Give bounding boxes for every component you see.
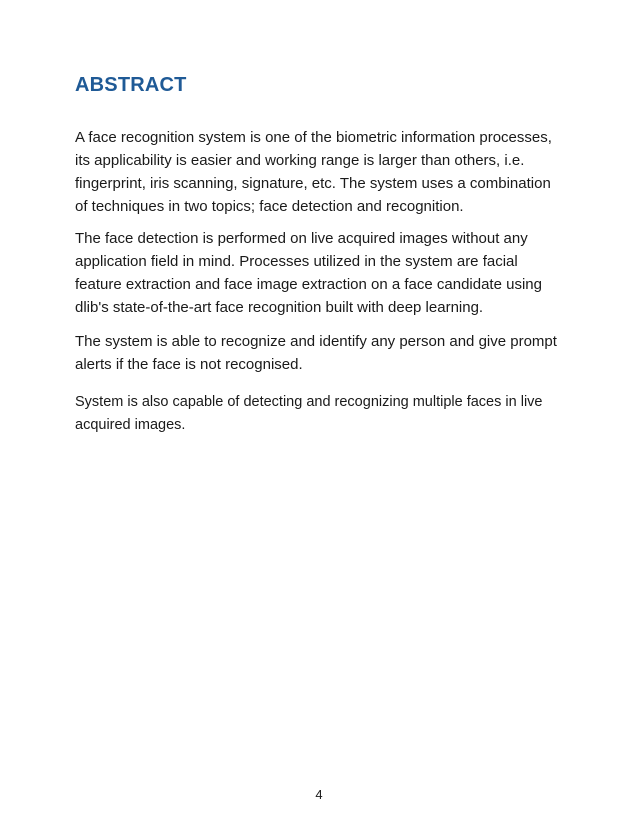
page-number: 4 (315, 787, 323, 802)
abstract-paragraph-4: System is also capable of detecting and recognizing multiple faces in live acquired images. (75, 394, 543, 433)
abstract-paragraph-3: The system is able to recognize and identify any person and give prompt alerts if the face is not recognised. (75, 333, 557, 373)
abstract-paragraph-1: A face recognition system is one of the biometric information processes, its applicability is easier and working range is larger than others, i.e. fingerprint, iris scanning, signature, etc. The system uses a combination of techniques in two topics; face detection and recognition. (75, 129, 552, 215)
abstract-heading: ABSTRACT (75, 74, 187, 96)
abstract-paragraph-2: The face detection is performed on live acquired images without any application field in mind. Processes utilized in the system are facial feature extraction and face image extraction on a face candidate using dlib's state-of-the-art face recognition built with deep learning. (75, 230, 542, 316)
